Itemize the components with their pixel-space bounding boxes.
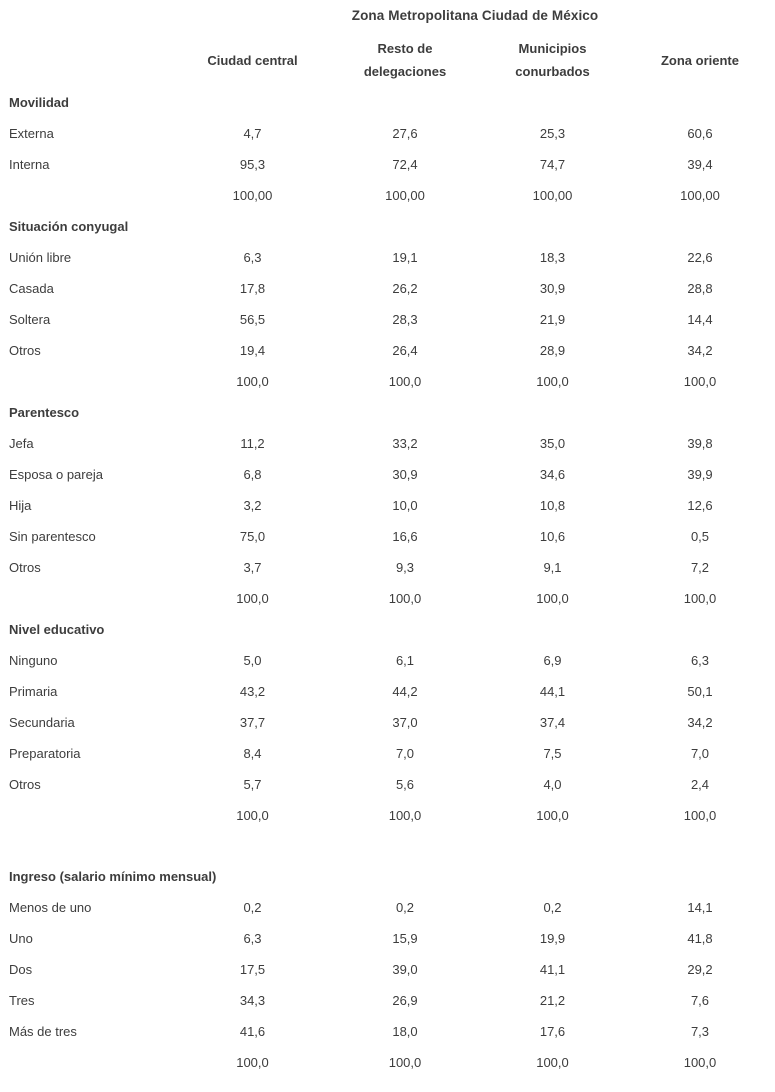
value-cell: 43,2 (239, 684, 266, 699)
row-label: Dos (9, 962, 33, 977)
data-row (0, 985, 775, 1016)
section-header-row (0, 87, 775, 118)
value-cell: 7,5 (543, 746, 562, 761)
section-gap (0, 831, 775, 861)
total-row (0, 366, 775, 397)
data-row (0, 118, 775, 149)
value-cell: 22,6 (687, 250, 713, 265)
column-header-cell (480, 37, 625, 83)
column-header-ciudad-central: Ciudad central (207, 52, 298, 68)
column-header-municipios-conurbados: Municipios conurbados (515, 41, 590, 79)
value-cell: 26,9 (392, 993, 418, 1008)
section-header-row (0, 211, 775, 242)
document-page (0, 8, 775, 1092)
value-cell: 41,8 (687, 931, 713, 946)
value-cell: 35,0 (539, 436, 566, 451)
total-cell: 100,0 (683, 591, 717, 606)
value-cell: 34,6 (539, 467, 566, 482)
value-cell: 7,2 (690, 560, 710, 575)
section-name: Movilidad (9, 95, 69, 110)
value-cell: 41,1 (539, 962, 566, 977)
data-row (0, 645, 775, 676)
total-cell: 100,00 (532, 188, 573, 203)
value-cell: 25,3 (539, 126, 566, 141)
section-name: Nivel educativo (9, 622, 105, 637)
value-cell: 21,2 (539, 993, 566, 1008)
value-cell: 26,4 (392, 343, 418, 358)
total-cell: 100,0 (236, 374, 269, 389)
value-cell: 27,6 (392, 126, 418, 141)
value-cell: 39,4 (687, 157, 713, 172)
column-header-resto-de-delegaciones: Resto de delegaciones (363, 41, 447, 79)
total-cell: 100,0 (536, 374, 569, 389)
column-header-row (0, 35, 775, 85)
total-cell: 100,0 (683, 808, 717, 823)
value-cell: 33,2 (392, 436, 418, 451)
total-cell: 100,0 (236, 591, 269, 606)
data-row (0, 954, 775, 985)
value-cell: 11,2 (240, 436, 265, 451)
section-name: Parentesco (9, 405, 80, 420)
value-cell: 74,7 (539, 157, 566, 172)
row-label: Externa (9, 126, 54, 141)
value-cell: 7,6 (690, 993, 710, 1008)
value-cell: 10,0 (392, 498, 418, 513)
value-cell: 19,1 (392, 250, 418, 265)
value-cell: 8,4 (243, 746, 262, 761)
value-cell: 34,3 (239, 993, 266, 1008)
value-cell: 10,8 (539, 498, 566, 513)
data-row (0, 490, 775, 521)
value-cell: 12,6 (687, 498, 713, 513)
value-cell: 7,3 (690, 1024, 710, 1039)
value-cell: 9,3 (395, 560, 415, 575)
row-label: Otros (9, 777, 41, 792)
total-cell: 100,00 (232, 188, 273, 203)
data-row (0, 892, 775, 923)
value-cell: 5,6 (395, 777, 415, 792)
value-cell: 6,3 (243, 250, 262, 265)
value-cell: 34,2 (687, 715, 713, 730)
row-label: Jefa (9, 436, 34, 451)
value-cell: 44,2 (392, 684, 418, 699)
data-row (0, 149, 775, 180)
value-cell: 60,6 (687, 126, 713, 141)
data-row (0, 676, 775, 707)
value-cell: 34,2 (687, 343, 713, 358)
row-label: Soltera (9, 312, 51, 327)
value-cell: 10,6 (539, 529, 566, 544)
row-label: Más de tres (9, 1024, 77, 1039)
value-cell: 37,4 (539, 715, 566, 730)
section-header-row (0, 861, 775, 892)
row-label: Ninguno (9, 653, 58, 668)
total-cell: 100,0 (536, 808, 569, 823)
value-cell: 41,6 (239, 1024, 266, 1039)
row-label: Primaria (9, 684, 58, 699)
row-label: Casada (9, 281, 54, 296)
total-row (0, 800, 775, 831)
total-cell: 100,0 (683, 1055, 717, 1070)
value-cell: 5,7 (243, 777, 262, 792)
data-row (0, 304, 775, 335)
value-cell: 17,5 (239, 962, 266, 977)
total-cell: 100,0 (236, 1055, 269, 1070)
section-header-row (0, 614, 775, 645)
data-row (0, 273, 775, 304)
value-cell: 7,0 (690, 746, 710, 761)
value-cell: 3,7 (243, 560, 262, 575)
data-row (0, 459, 775, 490)
column-header-cell (175, 49, 330, 72)
value-cell: 39,9 (687, 467, 713, 482)
value-cell: 6,1 (395, 653, 415, 668)
row-label: Esposa o pareja (9, 467, 103, 482)
value-cell: 26,2 (392, 281, 418, 296)
data-row (0, 552, 775, 583)
value-cell: 30,9 (539, 281, 566, 296)
value-cell: 29,2 (687, 962, 713, 977)
value-cell: 75,0 (239, 529, 266, 544)
total-cell: 100,0 (536, 591, 569, 606)
value-cell: 17,8 (239, 281, 266, 296)
value-cell: 15,9 (392, 931, 418, 946)
value-cell: 72,4 (392, 157, 418, 172)
value-cell: 0,2 (543, 900, 562, 915)
data-row (0, 738, 775, 769)
value-cell: 0,5 (690, 529, 710, 544)
value-cell: 21,9 (539, 312, 566, 327)
row-label: Otros (9, 560, 41, 575)
total-row (0, 1047, 775, 1078)
value-cell: 19,4 (239, 343, 266, 358)
value-cell: 14,1 (687, 900, 713, 915)
table-body (0, 87, 775, 1078)
value-cell: 95,3 (239, 157, 266, 172)
total-cell: 100,0 (236, 808, 269, 823)
value-cell: 4,0 (543, 777, 562, 792)
total-cell: 100,0 (388, 1055, 422, 1070)
value-cell: 0,2 (395, 900, 415, 915)
data-row (0, 707, 775, 738)
total-cell: 100,0 (388, 374, 422, 389)
value-cell: 6,3 (690, 653, 710, 668)
value-cell: 56,5 (239, 312, 266, 327)
data-row (0, 242, 775, 273)
data-row (0, 923, 775, 954)
value-cell: 28,8 (687, 281, 713, 296)
value-cell: 39,0 (392, 962, 418, 977)
value-cell: 28,3 (392, 312, 418, 327)
value-cell: 14,4 (687, 312, 713, 327)
row-label: Tres (9, 993, 35, 1008)
row-label: Preparatoria (9, 746, 81, 761)
value-cell: 6,8 (243, 467, 262, 482)
value-cell: 39,8 (687, 436, 713, 451)
row-label: Unión libre (9, 250, 72, 265)
row-label: Menos de uno (9, 900, 92, 915)
value-cell: 4,7 (243, 126, 262, 141)
value-cell: 17,6 (539, 1024, 566, 1039)
row-label: Interna (9, 157, 50, 172)
data-row (0, 335, 775, 366)
value-cell: 37,0 (392, 715, 418, 730)
value-cell: 3,2 (243, 498, 262, 513)
value-cell: 6,9 (543, 653, 562, 668)
value-cell: 50,1 (687, 684, 713, 699)
row-label: Sin parentesco (9, 529, 96, 544)
total-cell: 100,0 (536, 1055, 569, 1070)
total-row (0, 583, 775, 614)
value-cell: 19,9 (539, 931, 566, 946)
value-cell: 28,9 (539, 343, 566, 358)
total-cell: 100,00 (385, 188, 425, 203)
column-header-zona-oriente: Zona oriente (660, 52, 739, 68)
data-row (0, 769, 775, 800)
value-cell: 30,9 (392, 467, 418, 482)
value-cell: 6,3 (243, 931, 262, 946)
data-row (0, 428, 775, 459)
value-cell: 44,1 (539, 684, 566, 699)
section-header-row (0, 397, 775, 428)
row-label: Hija (9, 498, 32, 513)
value-cell: 37,7 (239, 715, 266, 730)
total-row (0, 180, 775, 211)
data-row (0, 1016, 775, 1047)
value-cell: 9,1 (543, 560, 562, 575)
row-label: Otros (9, 343, 41, 358)
total-cell: 100,0 (388, 591, 422, 606)
value-cell: 16,6 (392, 529, 418, 544)
column-header-cell (625, 49, 775, 72)
total-cell: 100,0 (388, 808, 422, 823)
row-label: Secundaria (9, 715, 75, 730)
value-cell: 2,4 (690, 777, 710, 792)
value-cell: 18,0 (392, 1024, 418, 1039)
data-row (0, 521, 775, 552)
column-header-cell (330, 37, 480, 83)
value-cell: 7,0 (395, 746, 415, 761)
section-name: Ingreso (salario mínimo mensual) (9, 869, 217, 884)
total-cell: 100,00 (680, 188, 720, 203)
section-name: Situación conyugal (9, 219, 129, 234)
table-title: Zona Metropolitana Ciudad de México (351, 8, 599, 23)
row-label: Uno (9, 931, 33, 946)
value-cell: 18,3 (539, 250, 566, 265)
value-cell: 0,2 (243, 900, 262, 915)
total-cell: 100,0 (683, 374, 717, 389)
value-cell: 5,0 (243, 653, 262, 668)
